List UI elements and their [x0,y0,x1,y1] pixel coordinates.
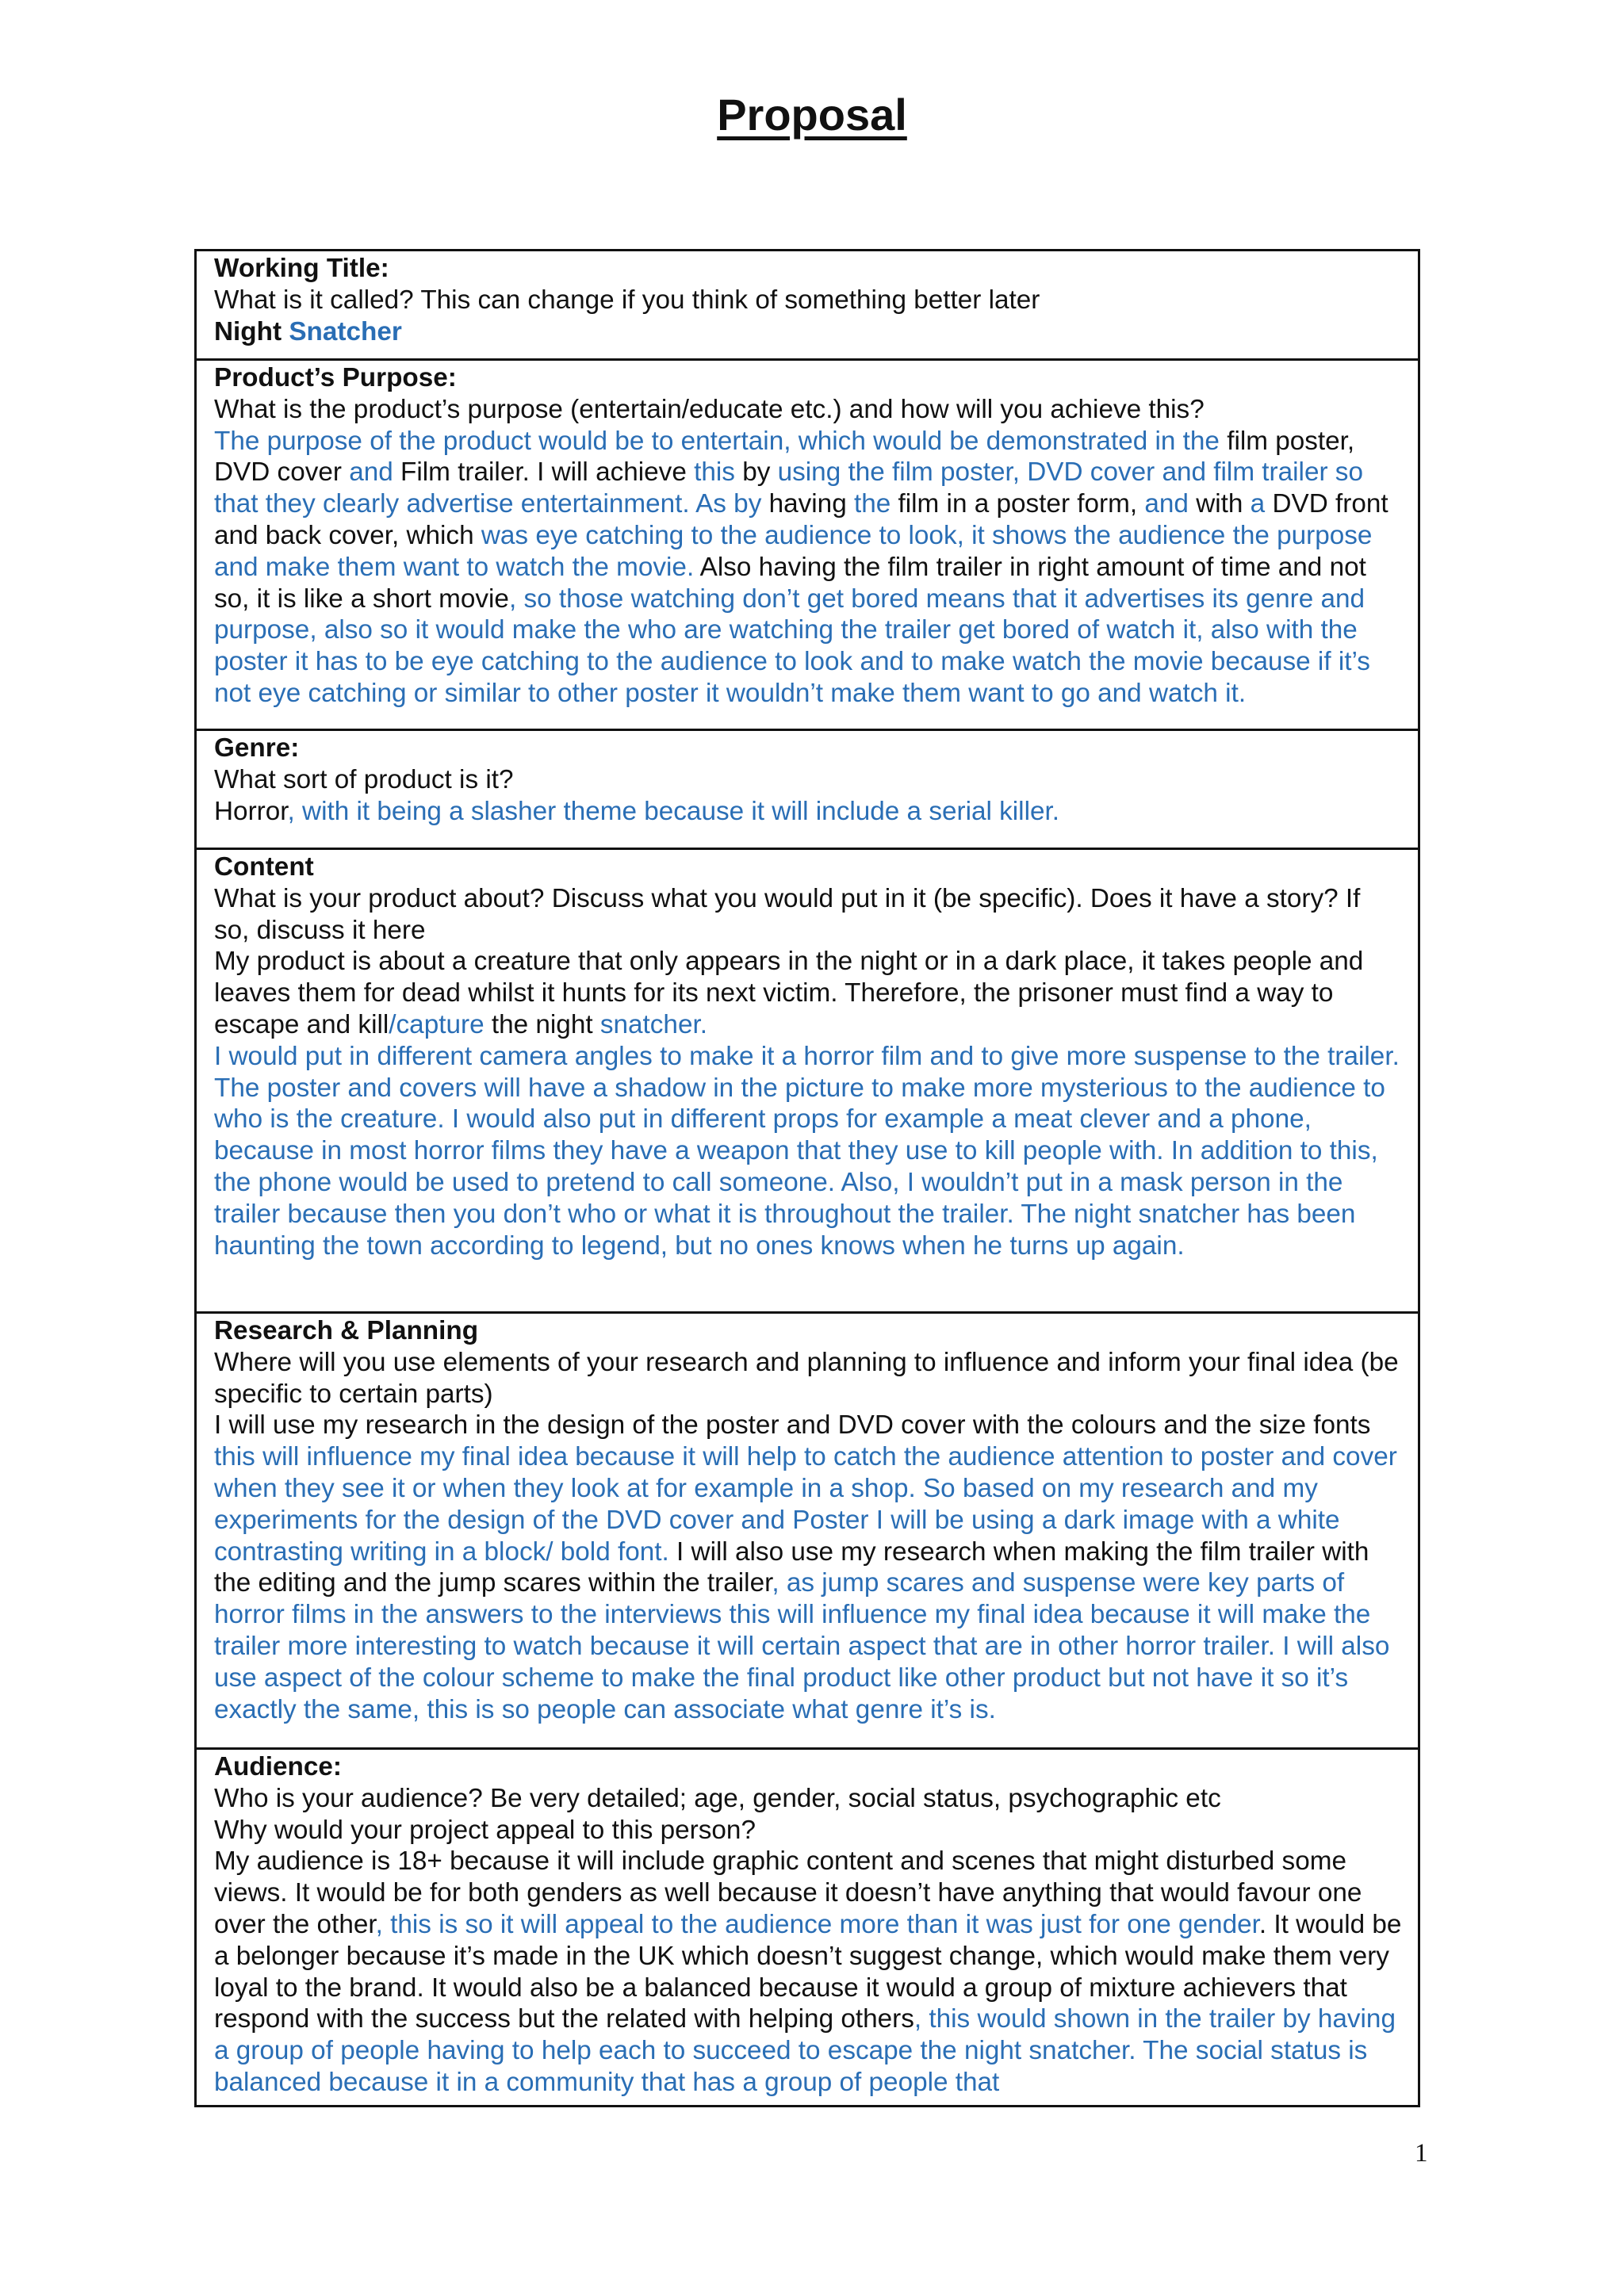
black-text-segment: by [742,457,778,488]
black-text-segment: My product is about a creature that only appears in the night or in a dark place, it takes people and leaves them for dead whilst it hunts for its next victim. Therefore, the prisoner must find a way to escape and kill [214,947,1364,1039]
black-text-segment: having [768,489,854,519]
purpose-cell [196,360,1419,730]
page-title: Proposal [717,90,907,140]
working-title-answer-black: Night [214,316,282,346]
research-cell [196,1313,1419,1749]
audience-row [196,1749,1419,2107]
purpose-question: What is the product’s purpose (entertain/educate etc.) and how will you achieve this? [214,394,1205,424]
black-text-segment: with [1196,489,1251,519]
genre-answer [214,796,1402,828]
content-question: What is your product about? Discuss what you would put in it (be specific). Does it have a story? If so, discuss it here [214,883,1361,945]
working-title-question: What is it called? This can change if you think of something better later [214,285,1040,315]
research-row [196,1313,1419,1749]
genre-cell [196,730,1419,849]
content-answer-paragraph-2: I would put in different camera angles to make it a horror film and to give more suspense to the trailer. The poster and covers will have a shadow in the picture to make more mysterious to the audience to who is the creature. I would also put in different props for example a meat clever and a phone, because in most horror films they have a weapon that they use to kill people with. In addition to this, the phone would be used to pretend to call someone. Also, I wouldn’t put in a mask person in the trailer because then you don’t who or what it is throughout the trailer. The night snatcher has been haunting the town according to legend, but no ones knows when he turns up again. [214,1041,1400,1261]
research-question: Where will you use elements of your research and planning to influence and inform your final idea (be specific to certain parts) [214,1347,1399,1409]
blue-text-segment: , this would shown in the trailer by having a group of people having to help each to succeed to escape the night snatcher. The social status is balanced because it in a community that has a group of people that [214,2004,1396,2097]
working-title-answer-blue: Snatcher [289,316,402,346]
genre-row [196,730,1419,849]
blue-text-segment: the [853,489,898,519]
black-text-segment: Horror [214,796,288,826]
blue-text-segment: and [349,457,401,488]
purpose-row [196,360,1419,730]
black-text-segment: Film trailer. I will achieve [400,457,695,488]
black-text-segment: the night [491,1009,600,1039]
working-title-row [196,251,1419,360]
research-answer [214,1410,1402,1725]
working-title-heading: Working Title: [214,254,389,283]
blue-text-segment: and [1144,489,1197,519]
genre-heading: Genre: [214,733,300,763]
black-text-segment: . It would be a belonger because it’s made in the UK which doesn’t suggest change, which would make them very loyal to the brand. It would also be a balanced because it would a group of mixture achievers that respond with the success but the related with helping others [214,1909,1402,2034]
blue-text-segment: a [1250,489,1273,519]
black-text-segment: I will also use my research when making the film trailer with the editing and the jump scares within the trailer [214,1536,1369,1598]
blue-text-segment: this [694,457,743,488]
audience-cell [196,1749,1419,2107]
black-text-segment: Also having the film trailer in right amount of time and not so, it is like a short movie [214,552,1366,614]
content-answer [214,946,1402,1040]
black-text-segment: film in a poster form, [898,489,1145,519]
audience-answer [214,1846,1402,2098]
blue-text-segment: was eye catching to the audience to look, it shows the audience the purpose and make them want to watch the movie. [214,520,1373,582]
black-text-segment: I will use my research in the design of the poster and DVD cover with the colours and the size fonts [214,1410,1371,1441]
audience-question-1: Who is your audience? Be very detailed; age, gender, social status, psychographic etc [214,1783,1221,1813]
page-number: 1 [1415,2139,1428,2168]
blue-text-segment: , so those watching don’t get bored means that it advertises its genre and purpose, also so it would make the who are watching the trailer get bored of watch it, also with the poster it has to be eye catching to the audience to look and to make watch the movie because if it’s not eye catching or similar to other poster it wouldn’t make them want to go and watch it. [214,584,1370,708]
content-heading: Content [214,852,314,882]
blue-text-segment: , with it being a slasher theme because it will include a serial killer. [287,796,1059,826]
content-cell [196,849,1419,1313]
genre-question: What sort of product is it? [214,764,514,794]
black-text-segment: DVD front and back cover, which [214,489,1388,550]
black-text-segment: film poster, DVD cover [214,426,1355,488]
proposal-table [194,249,1420,2107]
black-text-segment: My audience is 18+ because it will include graphic content and scenes that might disturbed some views. It would be for both genders as well because it doesn’t have anything that would favour one over the other [214,1846,1362,1939]
blue-text-segment: /capture [389,1009,492,1039]
blue-text-segment: , this is so it will appeal to the audience more than it was just for one gender [375,1909,1259,1939]
blue-text-segment: , as jump scares and suspense were key parts of horror films in the answers to the interviews this will influence my final idea because it will make the trailer more interesting to watch because it will certain aspect that are in other horror trailer. I will also use aspect of the colour scheme to make the final product like other product but not have it so it’s exactly the same, this is so people can associate what genre it’s is. [214,1568,1390,1724]
audience-question-2: Why would your project appeal to this person? [214,1815,756,1845]
purpose-heading: Product’s Purpose: [214,363,457,392]
blue-text-segment: snatcher. [599,1009,707,1039]
working-title-answer [214,316,1402,348]
audience-heading: Audience: [214,1752,342,1781]
blue-text-segment: using the film poster, DVD cover and film trailer so that they clearly advertise entertainment. As by [214,457,1363,519]
blue-text-segment: The purpose of the product would be to entertain, which would be demonstrated in the [214,426,1228,456]
working-title-cell [196,251,1419,360]
blue-text-segment: this will influence my final idea because it will help to catch the audience attention to poster and cover when they see it or when they look at for example in a shop. So based on my research and my experiments for the design of the DVD cover and Poster I will be using a dark image with a white contrasting writing in a block/ bold font. [214,1442,1397,1567]
purpose-answer [214,426,1402,710]
content-row [196,849,1419,1313]
research-heading: Research & Planning [214,1316,479,1345]
